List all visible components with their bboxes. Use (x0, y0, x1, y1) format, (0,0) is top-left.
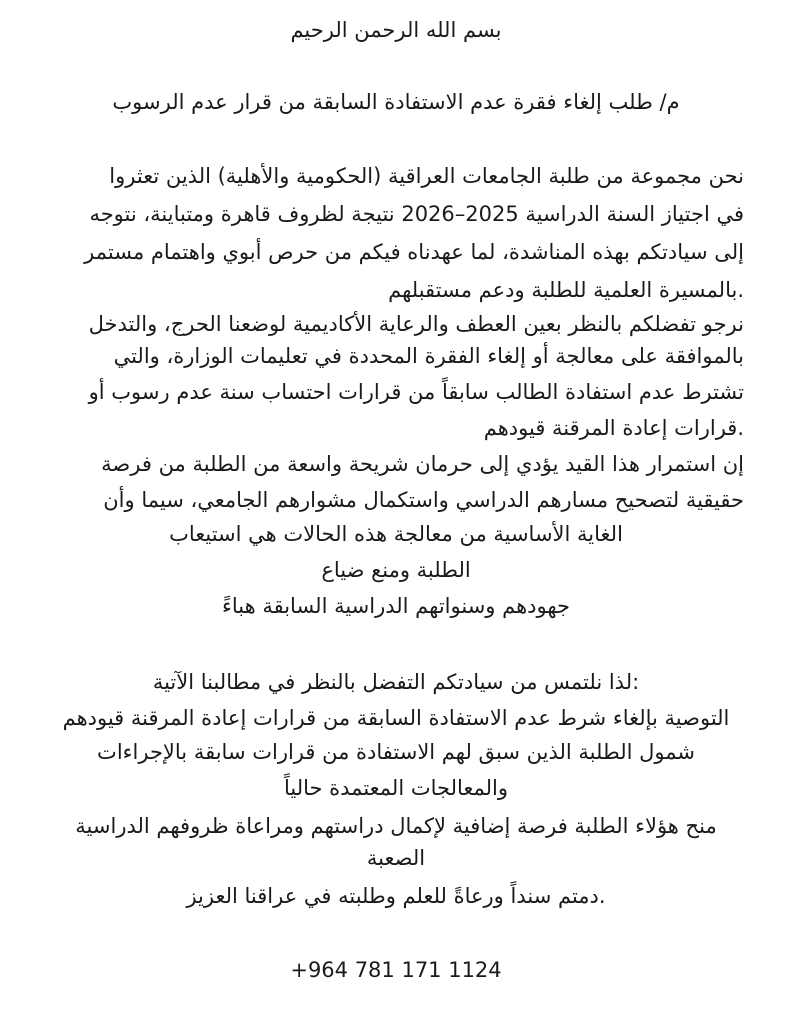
demand-line-1: التوصية بإلغاء شرط عدم الاستفادة السابقة من قرارات إعادة المرقنة قيودهم (62, 706, 730, 730)
basmala: بسم الله الرحمن الرحيم (290, 18, 502, 42)
request-line-4: .قرارات إعادة المرقنة قيودهم (483, 416, 744, 440)
demand-line-4: منح هؤلاء الطلبة فرصة إضافية لإكمال دراستهم ومراعاة ظروفهم الدراسية (75, 814, 717, 838)
letter-subject: م/ طلب إلغاء فقرة عدم الاستفادة السابقة من قرار عدم الرسوب (112, 90, 680, 114)
impact-line-3: الغاية الأساسية من معالجة هذه الحالات هي استيعاب (169, 522, 623, 546)
demand-line-3: والمعالجات المعتمدة حالياً (283, 776, 509, 800)
impact-line-2: حقيقية لتصحيح مسارهم الدراسي واستكمال مشوارهم الجامعي، سيما وأن (103, 488, 744, 512)
intro-line-2: في اجتياز السنة الدراسية 2025–2026 نتيجة لظروف قاهرة ومتباينة، نتوجه (89, 202, 744, 226)
phone-number: +964 781 171 1124 (290, 958, 502, 982)
request-line-3: تشترط عدم استفادة الطالب سابقاً من قرارات احتساب سنة عدم رسوب أو (88, 380, 744, 404)
intro-line-1: نحن مجموعة من طلبة الجامعات العراقية (الحكومية والأهلية) الذين تعثروا (109, 164, 744, 188)
intro-line-4: .بالمسيرة العلمية للطلبة ودعم مستقبلهم (388, 278, 744, 302)
impact-line-1: إن استمرار هذا القيد يؤدي إلى حرمان شريحة واسعة من الطلبة من فرصة (101, 452, 744, 476)
impact-line-5: جهودهم وسنواتهم الدراسية السابقة هباءً (221, 594, 571, 618)
request-line-2: بالموافقة على معالجة أو إلغاء الفقرة المحددة في تعليمات الوزارة، والتي (113, 344, 744, 368)
intro-line-3: إلى سيادتكم بهذه المناشدة، لما عهدناه فيكم من حرص أبوي واهتمام مستمر (84, 240, 744, 264)
closing-line: .دمتم سنداً ورعاةً للعلم وطلبته في عراقنا العزيز (186, 884, 606, 908)
demands-intro: :لذا نلتمس من سيادتكم التفضل بالنظر في مطالبنا الآتية (152, 670, 640, 694)
demand-line-2: شمول الطلبة الذين سبق لهم الاستفادة من قرارات سابقة بالإجراءات (97, 740, 695, 764)
request-line-1: نرجو تفضلكم بالنظر بعين العطف والرعاية الأكاديمية لوضعنا الحرج، والتدخل (88, 312, 744, 336)
impact-line-4: الطلبة ومنع ضياع (321, 558, 471, 582)
demand-line-5: الصعبة (366, 846, 426, 870)
